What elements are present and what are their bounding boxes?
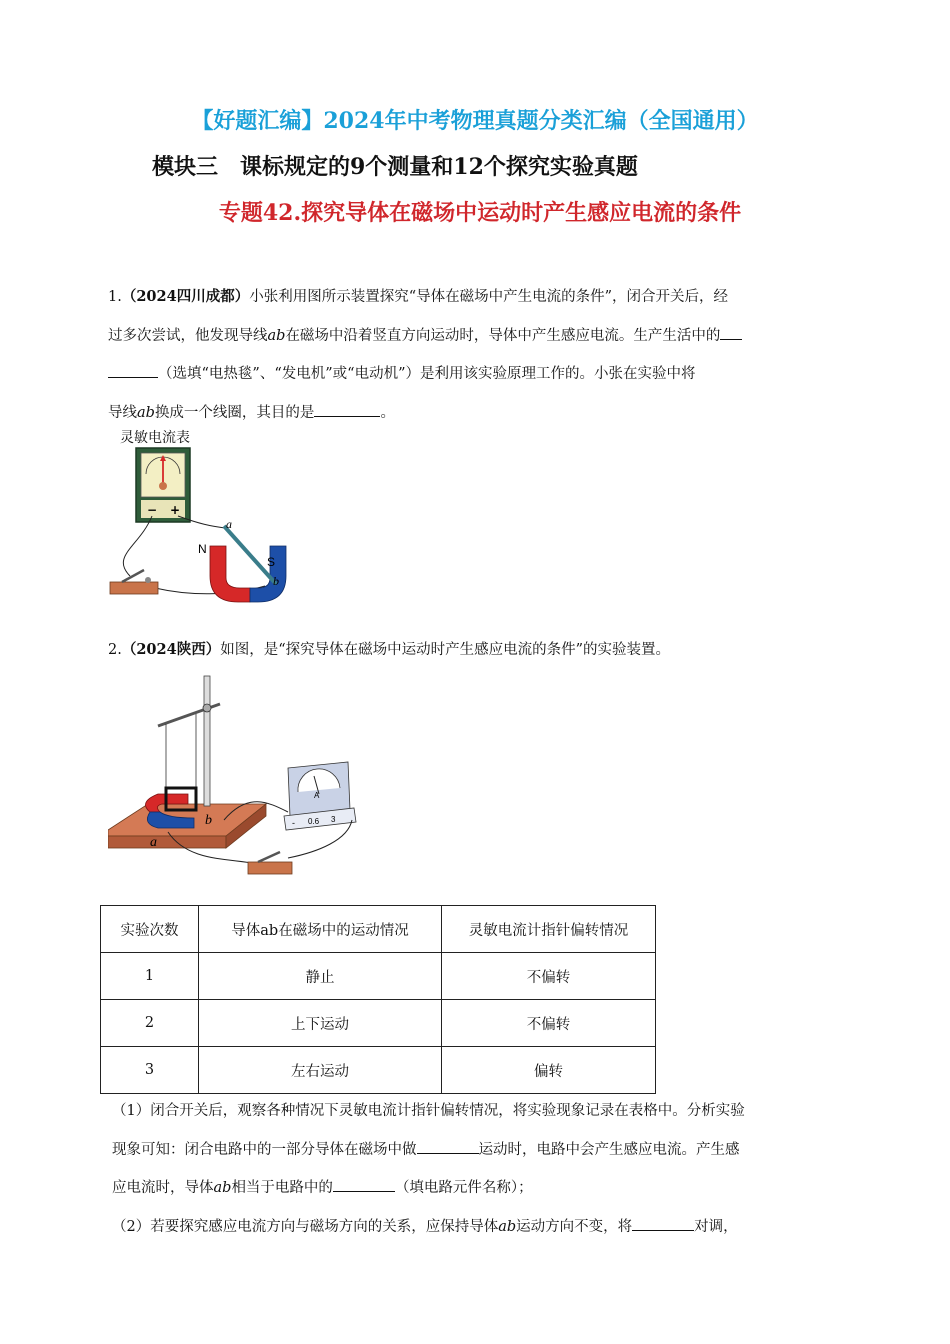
table-cell: 不偏转 (442, 953, 656, 1000)
table-row (101, 1047, 656, 1094)
table-cell: 偏转 (442, 1047, 656, 1094)
q1-figure (100, 446, 310, 604)
q2-part1-text-3c: （填电路元件名称）； (394, 1180, 533, 1196)
fig2-label-a: a (150, 835, 157, 850)
fig1-label-b: b (273, 574, 279, 588)
ammeter-06: 0.6 (308, 817, 320, 826)
q2-blank-2[interactable] (333, 1177, 395, 1192)
fig2-label-b: b (205, 813, 212, 828)
q1-line-3 (108, 355, 838, 394)
q2-ab: ab (213, 1180, 232, 1196)
q2-part1-line-2 (112, 1131, 842, 1170)
table-header-cell: 灵敏电流计指针偏转情况 (442, 906, 656, 953)
q2-part1-text-2b: 运动时，电路中会产生感应电流。产生感 (478, 1141, 740, 1158)
question-1 (108, 278, 838, 432)
q2-part1-text-3b: 相当于电路中的 (231, 1180, 333, 1196)
q1-text-4c: 。 (380, 404, 395, 421)
switch-base-2 (248, 862, 292, 874)
q1-line-4 (108, 394, 838, 433)
q1-number: 1. (108, 289, 122, 305)
results-table (100, 905, 656, 1094)
q1-ab: ab (267, 327, 286, 344)
q2-part1-line-3 (112, 1169, 842, 1208)
ammeter-3: 3 (331, 815, 336, 824)
q1-text-1: 小张利用图所示装置探究“导体在磁场中产生电流的条件”，闭合开关后，经 (249, 289, 729, 305)
table-header-cell: 导体ab在磁场中的运动情况 (199, 906, 442, 953)
table-header-row (101, 906, 656, 953)
table-header-cell: 实验次数 (101, 906, 199, 953)
q1-line-1 (108, 278, 838, 317)
q1-blank-2[interactable] (314, 402, 380, 417)
q1-blank-1a[interactable] (720, 325, 742, 340)
doc-title-main: 【好题汇编】2024年中考物理真题分类汇编（全国通用） (191, 108, 759, 134)
q2-blank-3[interactable] (632, 1216, 694, 1231)
table-cell: 不偏转 (442, 1000, 656, 1047)
q1-figure-label: 灵敏电流表 (120, 430, 190, 446)
q2-number: 2. (108, 642, 122, 658)
q1-text-3: （选填“电热毯”、“发电机”或“电动机”）是利用该实验原理工作的。小张在实验中将 (158, 366, 696, 382)
fig1-label-s: S (267, 555, 276, 569)
q2-source: （2024陕西） (121, 641, 221, 658)
table-cell: 2 (101, 1000, 199, 1047)
table-cell: 静止 (199, 953, 442, 1000)
q1-source: （2024四川成都） (121, 288, 250, 305)
q2-figure (108, 672, 368, 880)
q1-text-4b: 换成一个线圈，其目的是 (154, 404, 315, 421)
q1-blank-1b[interactable] (108, 363, 158, 378)
table-cell: 1 (101, 953, 199, 1000)
table-row (101, 953, 656, 1000)
ammeter-symbol: A (314, 791, 320, 800)
q2-part1-text-3a: 应电流时，导体 (112, 1180, 214, 1196)
table-row (101, 1000, 656, 1047)
table-cell: 左右运动 (199, 1047, 442, 1094)
u-magnet-red (210, 546, 250, 602)
fig1-label-n: N (198, 542, 207, 556)
module-title: 模块三 课标规定的9个测量和12个探究实验真题 (152, 154, 638, 180)
q2-blank-1[interactable] (417, 1139, 479, 1154)
stand-pole (204, 676, 210, 806)
q2-part-1 (112, 1092, 842, 1246)
q1-text-2b: 在磁场中沿着竖直方向运动时，导体中产生感应电流。生产生活中的 (285, 327, 721, 344)
q2-part1-text-2a: 现象可知：闭合电路中的一部分导体在磁场中做 (112, 1141, 417, 1158)
q1-ab-2: ab (137, 404, 155, 421)
table-cell: 3 (101, 1047, 199, 1094)
meter-plus-sign: + (170, 503, 181, 517)
q1-text-4a: 导线 (108, 404, 137, 421)
meter-minus-sign: − (147, 503, 158, 517)
question-2 (108, 631, 838, 670)
q2-part2-line-1 (112, 1208, 842, 1247)
q2-ab-2: ab (498, 1218, 517, 1235)
ammeter-minus: - (292, 818, 295, 828)
q2-part2-text-a: （2）若要探究感应电流方向与磁场方向的关系，应保持导体 (112, 1218, 499, 1235)
topic-title: 专题42.探究导体在磁场中运动时产生感应电流的条件 (218, 200, 742, 226)
table-cell: 上下运动 (199, 1000, 442, 1047)
q2-text: 如图，是“探究导体在磁场中运动时产生感应电流的条件”的实验装置。 (220, 642, 671, 658)
q1-line-2 (108, 317, 838, 356)
q2-part1-line-1: （1）闭合开关后，观察各种情况下灵敏电流计指针偏转情况，将实验现象记录在表格中。分析实验 (112, 1103, 745, 1119)
q1-text-2a: 过多次尝试，他发现导线 (108, 327, 268, 344)
q2-part2-text-c: 对调， (694, 1218, 738, 1235)
switch-base (110, 582, 158, 594)
fig1-label-a: a (226, 517, 232, 531)
q2-part2-text-b: 运动方向不变，将 (516, 1218, 633, 1235)
